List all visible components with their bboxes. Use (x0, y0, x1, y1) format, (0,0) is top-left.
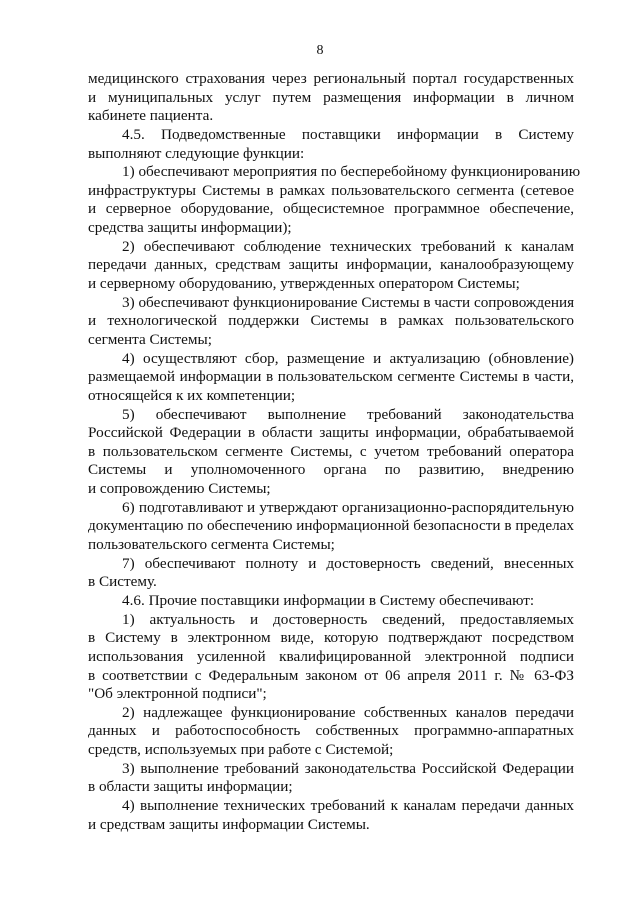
text-line: пользовательского сегмента Системы; (88, 536, 335, 554)
text-line: документацию по обеспечению информационной безопасности в пределах (88, 517, 574, 535)
text-line: 4.5. Подведомственные поставщики информации в Систему (122, 125, 574, 143)
text-line: 5) обеспечивают выполнение требований законодательства (122, 405, 574, 423)
text-line: и серверное оборудование, общесистемное программное обеспечение, (88, 200, 574, 218)
text-line: 6) подготавливают и утверждают организационно-распорядительную (122, 498, 574, 516)
text-line: средств, используемых при работе с Системой; (88, 741, 394, 759)
document-body (88, 70, 581, 834)
text-line: 4.6. Прочие поставщики информации в Систему обеспечивают: (122, 591, 535, 609)
text-line: выполняют следующие функции: (88, 144, 305, 162)
page-number: 8 (316, 43, 324, 58)
text-line: "Об электронной подписи"; (88, 685, 267, 703)
text-line: и технологической поддержки Системы в рамках пользовательского (88, 312, 574, 330)
text-line: в Систему. (88, 573, 157, 591)
text-line: и средствам защиты информации Системы. (88, 815, 370, 833)
text-line: 4) осуществляют сбор, размещение и актуализацию (обновление) (122, 349, 574, 367)
text-line: и муниципальных услуг путем размещения информации в личном (88, 88, 574, 106)
text-line: в области защиты информации; (88, 778, 293, 796)
text-line: медицинского страхования через региональный портал государственных (88, 70, 574, 87)
text-line: 1) актуальность и достоверность сведений, предоставляемых (122, 610, 574, 628)
text-line: средства защиты информации); (88, 219, 292, 237)
text-line: в Систему в электронном виде, которую подтверждают посредством (88, 629, 574, 647)
text-line: размещаемой информации в пользовательском сегменте Системы в части, (88, 368, 574, 386)
text-line: 3) обеспечивают функционирование Системы в части сопровождения (122, 293, 575, 311)
text-line: Системы и уполномоченного органа по развитию, внедрению (88, 461, 574, 479)
text-line: 3) выполнение требований законодательства Российской Федерации (122, 759, 574, 777)
text-line: 1) обеспечивают мероприятия по бесперебойному функционированию (122, 163, 581, 181)
text-line: Российской Федерации в области защиты информации, обрабатываемой (88, 424, 574, 442)
text-line: в пользовательском сегменте Системы, с учетом требований оператора (88, 442, 574, 460)
text-line: 2) надлежащее функционирование собственных каналов передачи (122, 703, 574, 721)
text-line: и серверному оборудованию, утвержденных оператором Системы; (88, 275, 520, 293)
text-line: данных и работоспособность собственных программно-аппаратных (88, 722, 574, 740)
text-line: передачи данных, средствам защиты информации, каналообразующему (88, 256, 574, 274)
text-line: сегмента Системы; (88, 330, 212, 348)
text-line: использования усиленной квалифицированной электронной подписи (88, 647, 574, 665)
text-line: 4) выполнение технических требований к каналам передачи данных (122, 796, 574, 814)
text-line: в соответствии с Федеральным законом от 06 апреля 2011 г. № 63-ФЗ (88, 666, 574, 684)
text-line: инфраструктуры Системы в рамках пользовательского сегмента (сетевое (88, 181, 574, 199)
text-line: кабинете пациента. (88, 107, 214, 125)
text-line: относящейся к их компетенции; (88, 386, 296, 404)
text-line: 7) обеспечивают полноту и достоверность сведений, внесенных (122, 554, 574, 572)
text-line: и сопровождению Системы; (88, 480, 271, 498)
text-line: 2) обеспечивают соблюдение технических требований к каналам (122, 237, 574, 255)
